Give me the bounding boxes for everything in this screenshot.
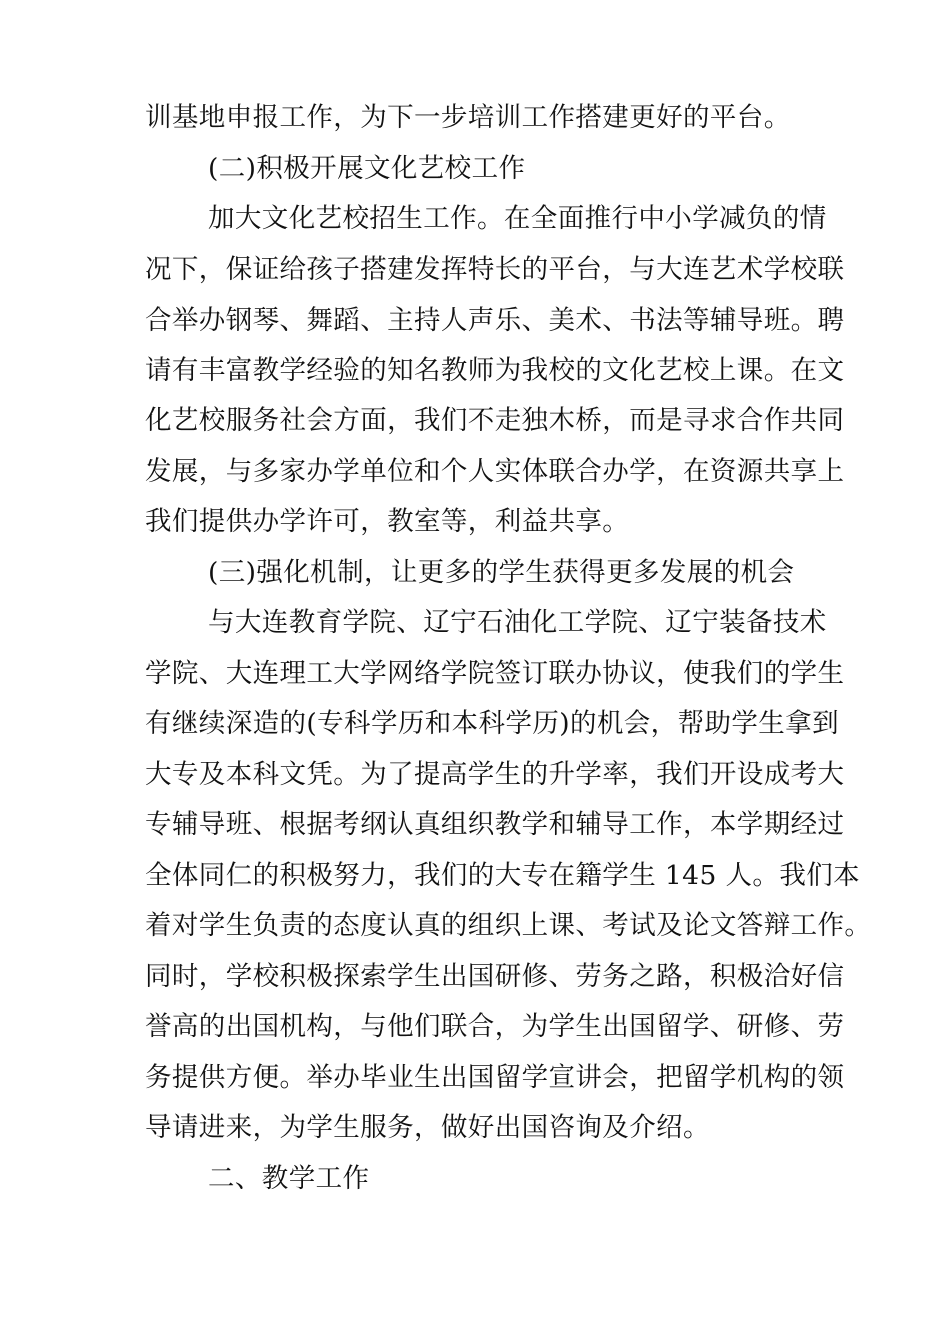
paragraph-line: 训基地申报工作，为下一步培训工作搭建更好的平台。: [145, 102, 791, 133]
chapter-heading: 二、教学工作: [208, 1163, 370, 1194]
paragraph-line: 同时，学校积极探索学生出国研修、劳务之路，积极洽好信: [145, 961, 845, 992]
paragraph-line: 与大连教育学院、辽宁石油化工学院、辽宁装备技术: [208, 607, 827, 638]
paragraph-line: 务提供方便。举办毕业生出国留学宣讲会，把留学机构的领: [145, 1062, 845, 1093]
paragraph-line: 合举办钢琴、舞蹈、主持人声乐、美术、书法等辅导班。聘: [145, 305, 845, 336]
section-heading: (三)强化机制，让更多的学生获得更多发展的机会: [208, 557, 795, 588]
paragraph-line: 誉高的出国机构，与他们联合，为学生出国留学、研修、劳: [145, 1011, 845, 1042]
paragraph-line: 大专及本科文凭。为了提高学生的升学率，我们开设成考大: [145, 759, 845, 790]
section-heading: (二)积极开展文化艺校工作: [208, 153, 526, 184]
paragraph-line: 发展，与多家办学单位和个人实体联合办学，在资源共享上: [145, 456, 845, 487]
paragraph-line: 请有丰富教学经验的知名教师为我校的文化艺校上课。在文: [145, 355, 845, 386]
paragraph-line: 化艺校服务社会方面，我们不走独木桥，而是寻求合作共同: [145, 405, 845, 436]
paragraph-line: 我们提供办学许可，教室等，利益共享。: [145, 506, 630, 537]
paragraph-line: 学院、大连理工大学网络学院签订联办协议，使我们的学生: [145, 658, 845, 689]
paragraph-line: 导请进来，为学生服务，做好出国咨询及介绍。: [145, 1112, 710, 1143]
paragraph-line: 专辅导班、根据考纲认真组织教学和辅导工作，本学期经过: [145, 809, 845, 840]
paragraph-line: 有继续深造的(专科学历和本科学历)的机会，帮助学生拿到: [145, 708, 839, 739]
paragraph-line: 全体同仁的积极努力，我们的大专在籍学生 145 人。我们本: [145, 860, 861, 891]
paragraph-line: 加大文化艺校招生工作。在全面推行中小学减负的情: [208, 203, 827, 234]
paragraph-line: 况下，保证给孩子搭建发挥特长的平台，与大连艺术学校联: [145, 254, 845, 285]
paragraph-line: 着对学生负责的态度认真的组织上课、考试及论文答辩工作。: [145, 910, 872, 941]
